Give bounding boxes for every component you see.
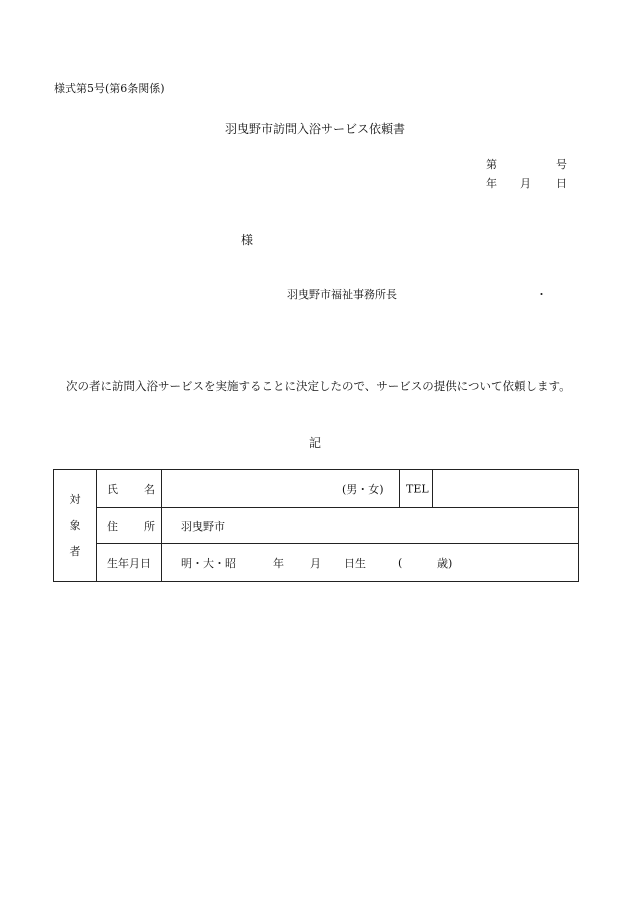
dob-year-label: 年: [273, 556, 284, 570]
dob-day-label: 日生: [344, 556, 366, 570]
address-label-char: 所: [144, 519, 155, 533]
table-row-address: [54, 508, 579, 544]
name-label-char: 名: [144, 482, 155, 496]
sender-title: 羽曳野市福祉事務所長: [287, 288, 397, 301]
address-value: 羽曳野市: [181, 519, 225, 533]
dob-field[interactable]: [162, 544, 579, 582]
dob-label: 生年月日: [107, 556, 151, 570]
dob-label-cell: [97, 544, 162, 582]
date-year-label: 年: [486, 177, 497, 190]
document-number-prefix: 第: [486, 158, 497, 171]
name-label-char: 氏: [107, 482, 118, 496]
document-title: 羽曳野市訪問入浴サービス依頼書: [224, 122, 405, 136]
age-close: 歳): [437, 556, 453, 570]
date-month-label: 月: [520, 177, 531, 190]
row-header-char: 対: [69, 492, 81, 506]
address-label-char: 住: [107, 519, 118, 533]
ki-heading: 記: [308, 436, 321, 450]
subject-table: [53, 469, 579, 582]
name-label-cell: [97, 470, 162, 508]
document-number-suffix: 号: [556, 158, 567, 171]
address-label-cell: [97, 508, 162, 544]
addressee-honorific: 様: [241, 233, 254, 247]
era-options: 明・大・昭: [181, 556, 236, 570]
dob-month-label: 月: [310, 556, 321, 570]
gender-options: (男・女): [342, 482, 384, 496]
tel-field[interactable]: [433, 470, 579, 508]
table-row-dob: [54, 544, 579, 582]
table-row-name: [54, 470, 579, 508]
form-number: 様式第5号(第6条関係): [54, 82, 165, 95]
address-field[interactable]: [162, 508, 579, 544]
tel-label: TEL: [406, 482, 429, 495]
name-field[interactable]: [162, 470, 400, 508]
date-day-label: 日: [556, 177, 567, 190]
seal-mark: ・: [536, 288, 547, 301]
row-header-char: 者: [69, 544, 81, 558]
request-text: 次の者に訪問入浴サービスを実施することに決定したので、サービスの提供について依頼します。: [66, 379, 571, 393]
age-open: (: [398, 556, 403, 569]
subject-row-header: [54, 470, 97, 582]
tel-label-cell: [400, 470, 433, 508]
row-header-char: 象: [69, 518, 81, 532]
